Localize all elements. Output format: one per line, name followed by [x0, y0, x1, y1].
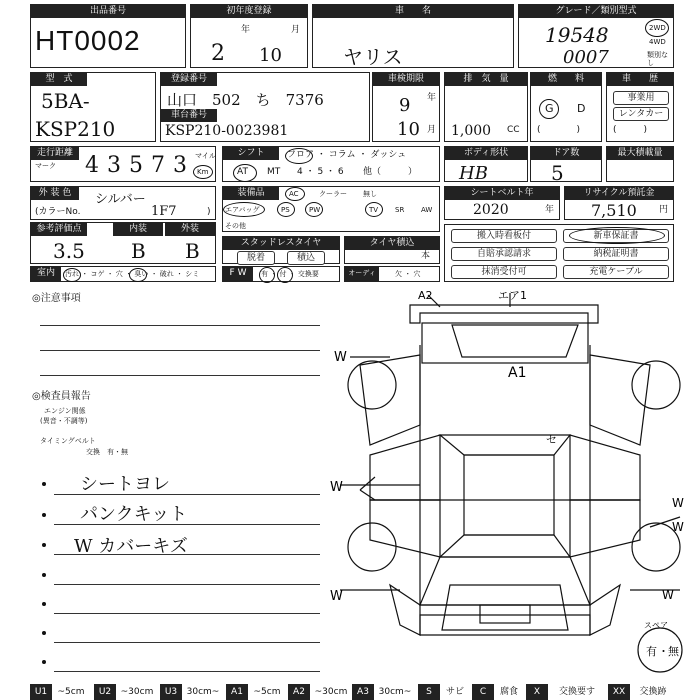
- equip-ac-circle: [285, 187, 305, 201]
- mileage-unit-bot: Km: [197, 168, 209, 176]
- bullet-1: [42, 482, 46, 486]
- history-label: 車 歴: [607, 73, 673, 86]
- studless-box: [222, 236, 340, 264]
- registration-value: 山口 502 ち 7376: [167, 91, 324, 109]
- equip-tv-circle: [365, 202, 383, 217]
- timing-label: タイミングベルト: [40, 437, 96, 445]
- mileage-mark: マーク: [35, 162, 56, 170]
- spare-no: 無: [668, 645, 679, 658]
- exterior-label: 外装: [165, 223, 215, 236]
- interior-value: B: [131, 239, 146, 263]
- bullet-4: [42, 573, 46, 577]
- wheel-right-front: [632, 361, 680, 409]
- kata-none: 類別なし: [647, 51, 668, 67]
- bullet-6: [42, 631, 46, 635]
- lot-number-box: [30, 4, 186, 68]
- caution-rule-1: [40, 325, 320, 326]
- legend-key-u3: U3: [160, 684, 182, 700]
- note-rule-1: [54, 494, 320, 495]
- bullet-2: [42, 513, 46, 517]
- fuel-g: G: [545, 102, 554, 115]
- tire-unit: 本: [421, 251, 431, 261]
- capacity-label: 最大積載量: [607, 147, 673, 160]
- body-outline: [420, 345, 590, 605]
- legend-key-c: C: [472, 684, 494, 700]
- left-front-door: [370, 435, 440, 500]
- note-item-3: W カバーキズ: [74, 536, 188, 557]
- car-name-label: 車 名: [313, 5, 513, 18]
- spare-label: スペア: [644, 621, 668, 630]
- equip-sr: SR: [395, 206, 405, 214]
- chassis-value: KSP210-0023981: [165, 123, 289, 139]
- seatbelt-unit: 年: [545, 205, 555, 215]
- drive-2wd: 2WD: [649, 24, 666, 32]
- body-type-label: ボディ形状: [445, 147, 527, 160]
- fw-label: F W: [223, 267, 253, 281]
- fw-circle-1: [259, 267, 275, 283]
- car-diagram: [300, 285, 700, 685]
- legend-val-xx: 交換跡: [639, 687, 667, 697]
- history-box: [606, 72, 674, 142]
- badge-liability: 自賠承認請求: [451, 247, 557, 261]
- interior-label: 内装: [113, 223, 163, 236]
- history-business: 事業用: [613, 91, 669, 105]
- legend-val-a2: ~30cm: [314, 687, 348, 697]
- legend-val-u3: 30cm~: [186, 687, 220, 697]
- equipment-label: 装備品: [223, 187, 279, 200]
- inspection-month-label: 月: [427, 125, 437, 135]
- w-mark-6: W: [662, 588, 674, 602]
- damage-legend: [30, 684, 700, 700]
- rear-bumper: [420, 615, 590, 635]
- displacement-label: 排 気 量: [445, 73, 527, 86]
- fuel-box: [530, 72, 602, 142]
- equip-ac: AC: [289, 190, 299, 198]
- inspection-label: 車検期限: [373, 73, 439, 86]
- body-type-value: HB: [459, 163, 488, 184]
- score-label: 参考評価点: [31, 223, 87, 236]
- first-registration-month: 10: [259, 45, 282, 66]
- legend-val-x: 交換要す: [558, 687, 595, 697]
- shift-mt: MT: [267, 167, 281, 177]
- legend-key-u1: U1: [30, 684, 52, 700]
- shift-at: AT: [237, 167, 248, 177]
- tire-box: [344, 236, 440, 264]
- equip-airbag-circle: [223, 202, 265, 217]
- chassis-label: 車台番号: [161, 109, 217, 122]
- inspection-month: 10: [397, 119, 420, 140]
- interior-dirt-circle: [63, 268, 81, 282]
- grade-value-2: 0007: [563, 47, 609, 68]
- right-front-door: [570, 435, 640, 500]
- equip-pw-circle: [305, 202, 323, 217]
- equip-ps-circle: [277, 202, 295, 217]
- registration-label: 登録番号: [161, 73, 217, 86]
- bullet-7: [42, 660, 46, 664]
- spare-yes: 有: [646, 645, 657, 658]
- equip-aw: AW: [421, 206, 433, 214]
- badge-cancel: 抹消受付可: [451, 265, 557, 279]
- spare-sep: ・: [658, 645, 669, 658]
- score-box: [30, 222, 216, 264]
- model-label: 型 式: [31, 73, 87, 86]
- equip-pw: PW: [309, 206, 321, 214]
- legend-key-u2: U2: [94, 684, 116, 700]
- inspection-year-label: 年: [427, 93, 437, 103]
- displacement-value: 1,000: [451, 123, 492, 139]
- note-rule-3: [54, 554, 320, 555]
- note-item-1: シートヨレ: [80, 474, 170, 495]
- exterior-value: B: [185, 239, 200, 263]
- shift-numbers: 4 ・ 5 ・ 6: [297, 167, 344, 177]
- recycle-value: 7,510: [591, 201, 637, 220]
- fuel-g-circle: [539, 99, 559, 119]
- rear-corner-left: [390, 585, 420, 635]
- fw-circle-2: [277, 267, 293, 283]
- legend-val-u2: ~30cm: [120, 687, 154, 697]
- label-a2: A2: [418, 289, 433, 302]
- engine-label: エンジン関係: [44, 407, 86, 415]
- legend-key-a1: A1: [226, 684, 248, 700]
- capacity-box: [606, 146, 674, 182]
- interior-damage-label: 室内: [31, 267, 61, 281]
- engine-sub: (異音・不調等): [40, 417, 88, 425]
- mileage-value: 43573: [85, 153, 195, 178]
- left-rear-door: [370, 500, 440, 557]
- equip-other: その他: [225, 222, 246, 230]
- shift-box: [222, 146, 440, 182]
- note-rule-6: [54, 642, 320, 643]
- fw-box: [222, 266, 340, 282]
- right-rear-door: [570, 500, 640, 557]
- history-other: ( ): [613, 125, 648, 135]
- lot-number-label: 出品番号: [31, 5, 185, 18]
- rear-hatch: [420, 557, 590, 605]
- w-mark-3: W: [330, 589, 343, 604]
- color-code-value: 1F7: [151, 204, 177, 219]
- legend-val-a3: 30cm~: [378, 687, 412, 697]
- legend-key-xx: XX: [608, 684, 630, 700]
- label-air: エア1: [498, 289, 527, 302]
- history-rental: レンタカー: [613, 107, 669, 121]
- label-se: セ: [546, 433, 557, 446]
- mileage-unit-top: マイル: [195, 152, 216, 160]
- wheel-left-rear: [348, 523, 396, 571]
- legend-key-a2: A2: [288, 684, 310, 700]
- car-name-box: [312, 4, 514, 68]
- mileage-label: 走行距離: [31, 147, 79, 160]
- badges-box: [444, 224, 674, 282]
- bullet-5: [42, 602, 46, 606]
- displacement-box: [444, 72, 528, 142]
- first-registration-label: 初年度登録: [191, 5, 307, 18]
- shift-floor-circle: [285, 148, 313, 164]
- note-item-2: パンクキット: [80, 504, 188, 525]
- seatbelt-box: [444, 186, 560, 220]
- w-mark-5: W: [672, 520, 684, 534]
- legend-val-s: サビ: [445, 687, 464, 697]
- fw-options: 有 ・ 付 ・ 交換要: [261, 270, 319, 278]
- year-label: 年: [241, 25, 251, 35]
- drive-4wd: 4WD: [649, 38, 666, 46]
- caution-rule-3: [40, 375, 320, 376]
- color-code-close: ): [207, 207, 211, 217]
- audio-label: オーディオ: [345, 267, 379, 281]
- note-rule-2: [54, 524, 320, 525]
- recycle-label: リサイクル預託金: [565, 187, 673, 200]
- legend-val-u1: ~5cm: [57, 687, 85, 697]
- timing-options: 交換 有・無: [86, 448, 128, 456]
- caution-rule-2: [40, 350, 320, 351]
- badge-cable: 充電ケーブル: [563, 265, 669, 279]
- audio-box: [344, 266, 440, 290]
- color-code-label: (カラーNo.: [35, 207, 81, 217]
- recycle-box: [564, 186, 674, 220]
- shift-other: 他（ ）: [363, 167, 418, 177]
- inspector-label: ◎検査員報告: [32, 391, 91, 402]
- mileage-box: [30, 146, 216, 182]
- doors-label: ドア数: [531, 147, 601, 160]
- right-front-fender: [590, 355, 650, 445]
- first-registration-year: 2: [211, 41, 225, 66]
- shift-options: フロア ・ コラム ・ ダッシュ: [287, 150, 407, 160]
- color-label: 外 装 色: [31, 187, 79, 200]
- recycle-unit: 円: [659, 205, 669, 215]
- model-value-2: KSP210: [35, 117, 116, 141]
- studless-load: 積込: [287, 251, 325, 265]
- rear-corner-right: [590, 585, 620, 635]
- roof: [464, 455, 554, 535]
- fuel-label: 燃 料: [531, 73, 601, 86]
- wheel-left-front: [348, 361, 396, 409]
- shift-at-circle: [233, 164, 257, 182]
- audio-options: 欠 ・ 穴: [395, 270, 421, 278]
- legend-key-s: S: [418, 684, 440, 700]
- w-mark-1: W: [334, 350, 347, 365]
- interior-damage-options: 汚れ ・ コゲ ・ 穴 ・ 臭い ・ 破れ ・ シミ: [65, 270, 200, 278]
- first-registration-box: [190, 4, 308, 68]
- studless-detach: 脱着: [237, 251, 275, 265]
- legend-key-x: X: [526, 684, 548, 700]
- interior-damage-box: [30, 266, 216, 282]
- mileage-unit-circle: [193, 165, 213, 179]
- drive-2wd-circle: [645, 19, 669, 37]
- grade-box: [518, 4, 674, 68]
- equipment-box: [222, 186, 440, 232]
- score-value: 3.5: [53, 239, 85, 263]
- doors-value: 5: [551, 161, 564, 185]
- legend-val-a1: ~5cm: [253, 687, 281, 697]
- note-rule-5: [54, 613, 320, 614]
- rear-plate: [480, 605, 530, 623]
- equip-none: 無し: [363, 190, 377, 198]
- fuel-other: ( ): [537, 125, 581, 135]
- model-value-1: 5BA-: [41, 89, 90, 113]
- inspection-box: [372, 72, 440, 142]
- front-bumper: [410, 305, 598, 323]
- inspection-year: 9: [399, 95, 411, 116]
- body-type-box: [444, 146, 528, 182]
- equip-tv: TV: [369, 206, 379, 214]
- badge-warranty-circle: [569, 227, 665, 244]
- shift-label: シフト: [223, 147, 279, 160]
- seatbelt-year: 2020: [473, 202, 509, 218]
- label-a1: A1: [508, 365, 527, 381]
- color-value: シルバー: [95, 192, 146, 207]
- grade-label: グレード／類別型式: [519, 5, 673, 18]
- grade-value-1: 19548: [545, 23, 609, 47]
- caution-label: ◎注意事項: [32, 293, 81, 304]
- tire-label: タイヤ積込: [345, 237, 439, 250]
- badge-warranty: 新車保証書: [563, 229, 669, 243]
- equip-ps: PS: [281, 206, 290, 214]
- w-mark-2: W: [330, 480, 343, 495]
- rear-glass: [440, 535, 570, 557]
- bullet-3: [42, 543, 46, 547]
- legend-key-a3: A3: [352, 684, 374, 700]
- badge-tax: 納税証明書: [563, 247, 669, 261]
- studless-label: スタッドレスタイヤ: [223, 237, 339, 250]
- doors-box: [530, 146, 602, 185]
- seatbelt-label: シートベルト年: [445, 187, 559, 200]
- lot-number-value: HT0002: [35, 25, 141, 56]
- equip-airbag: エアバッグ: [225, 206, 260, 214]
- model-box: [30, 72, 156, 142]
- month-label: 月: [291, 25, 301, 35]
- equip-cooler: クーラー: [319, 190, 347, 198]
- windshield: [452, 325, 578, 357]
- car-name-value: ヤリス: [343, 45, 403, 69]
- interior-odor-circle: [129, 268, 147, 282]
- legend-val-c: 腐食: [499, 687, 518, 697]
- note-rule-7: [54, 671, 320, 672]
- note-rule-4: [54, 584, 320, 585]
- badge-signboard: 搬入時看板付: [451, 229, 557, 243]
- registration-box: [160, 72, 370, 142]
- displacement-unit: CC: [507, 125, 520, 135]
- fuel-d: D: [577, 102, 586, 115]
- color-box: [30, 186, 216, 220]
- w-mark-4: W: [672, 496, 684, 510]
